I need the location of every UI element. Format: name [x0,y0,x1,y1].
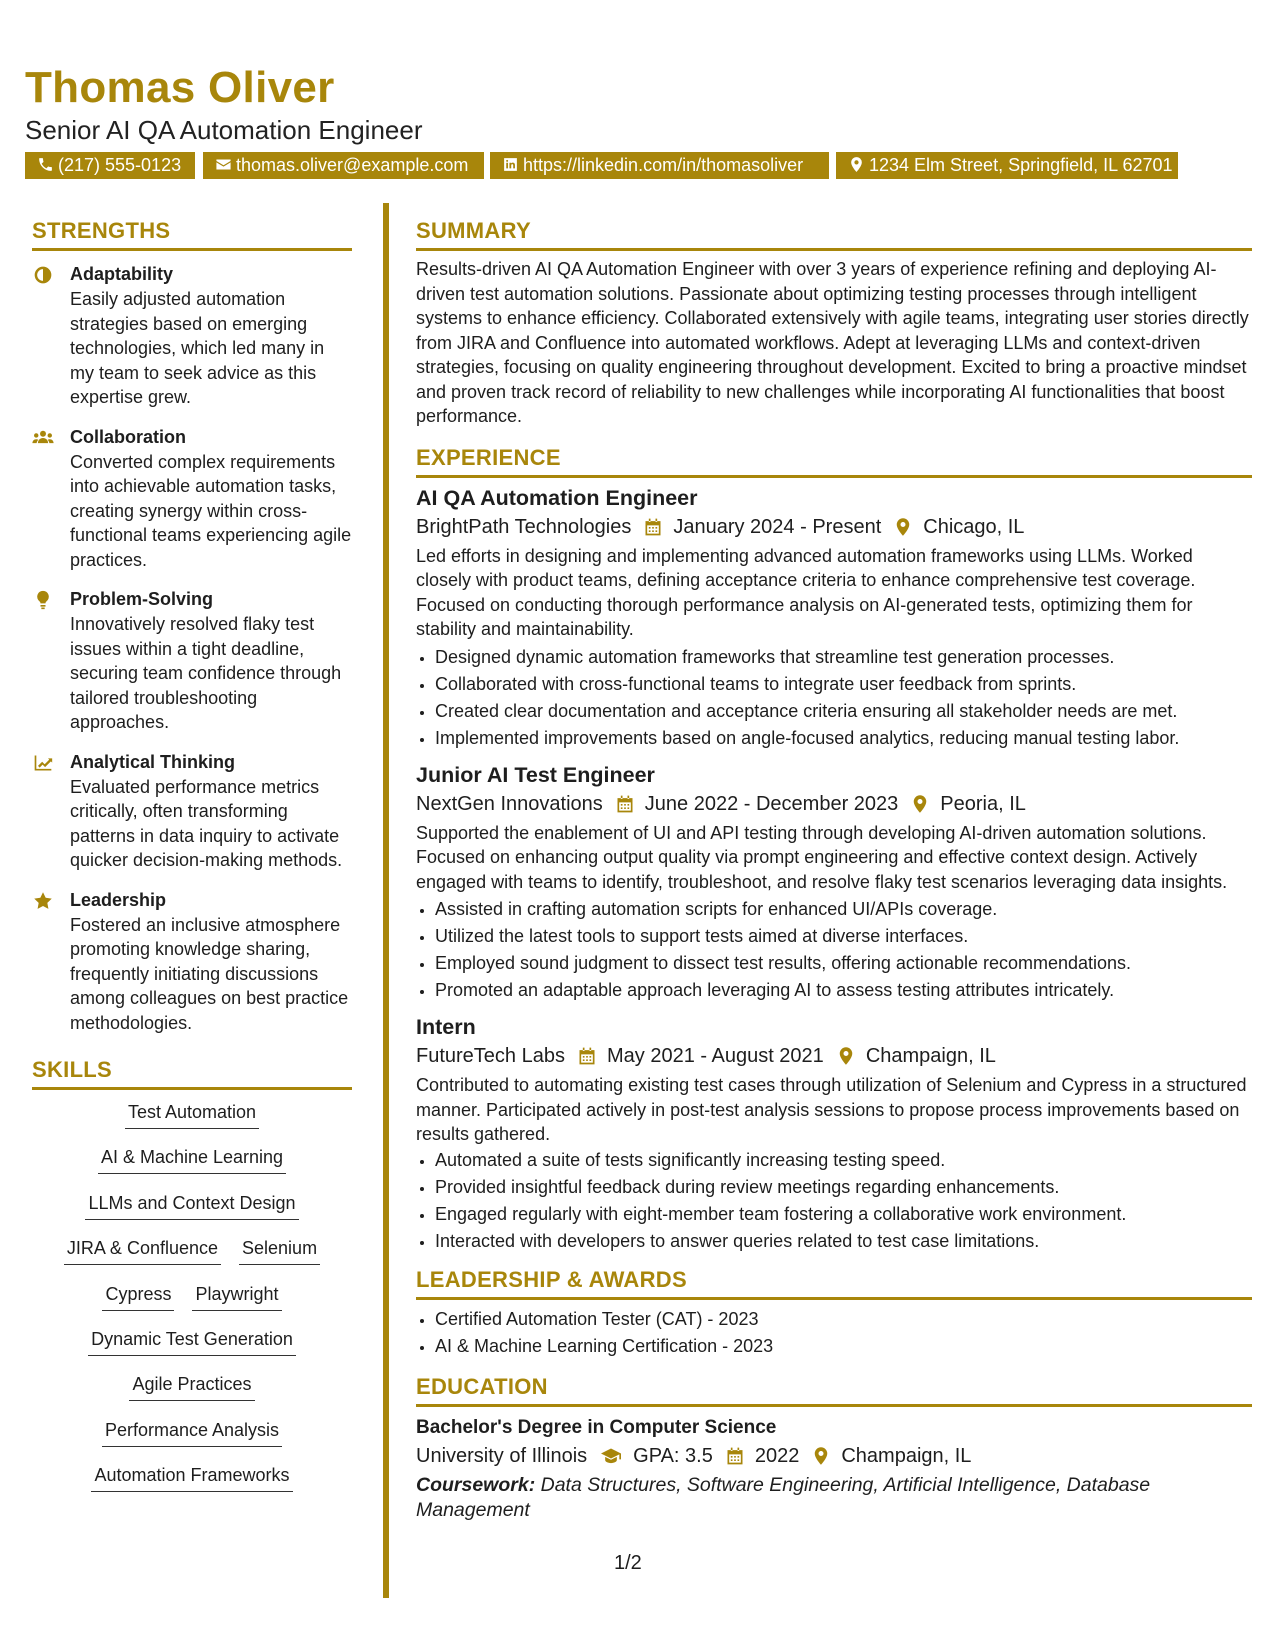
strengths-heading: STRENGTHS [32,218,171,243]
candidate-role: Senior AI QA Automation Engineer [25,115,423,145]
awards-list [416,1306,1252,1360]
summary-text: Results-driven AI QA Automation Engineer with over 3 years of experience refining and deploying AI-driven test automation solutions. Passionate about optimizing testing processes through intelligent systems to enhance efficiency. Collaborated extensively with agile teams, integrating user stories directly from JIRA and Confluence into automated workflows. Adept at leveraging LLMs and context-driven strategies, focusing on quality engineering throughout development. Excited to bring a proactive mindset and proven track record of reliability to new challenges while incorporating AI functionalities that boost performance. [416,259,1249,426]
job-title: Junior AI Test Engineer [416,762,655,787]
left-column [32,218,352,1509]
job-meta [416,1041,1252,1071]
job-description: Supported the enablement of UI and API testing through developing AI-driven automation solutions. Focused on enhancing output quality via prompt engineering and effective context design. Actively engaged with teams to identify, troubleshoot, and resolve flaky test scenarios leveraging data insights. [416,822,1228,892]
job-location: Peoria, IL [940,792,1026,815]
contact-linkedin[interactable] [490,152,829,179]
strength-title: Collaboration [70,426,186,447]
star-icon [32,891,54,911]
strength-desc: Easily adjusted automation strategies based on emerging technologies, which led many in my team to seek advice as this expertise grew. [70,289,325,407]
column-divider [383,203,389,1598]
list-item: • Automated a suite of tests significantly increasing testing speed. [435,1147,1252,1174]
section-rule [32,1087,352,1090]
job-bullets [416,644,1252,752]
list-item: • AI & Machine Learning Certification - 2023 [435,1333,1252,1360]
lightbulb-icon [32,590,54,610]
list-item: • Promoted an adaptable approach leveraging AI to assess testing attributes intricately. [435,977,1252,1004]
strength-desc: Evaluated performance metrics critically, often transforming patterns in data inquiry to activate quicker decision-making methods. [70,776,343,870]
strength-desc: Innovatively resolved flaky test issues within a tight deadline, securing team confidence through tailored troubleshooting approaches. [70,614,342,732]
awards-heading: LEADERSHIP & AWARDS [416,1266,687,1292]
experience-heading: EXPERIENCE [416,444,561,470]
job-title: AI QA Automation Engineer [416,485,698,510]
list-item: • Provided insightful feedback during review meetings regarding enhancements. [435,1174,1252,1201]
skill-tag: Test Automation [125,1100,259,1129]
strength-title: Problem-Solving [70,589,214,609]
list-item: • Employed sound judgment to dissect test results, offering actionable recommendations. [435,950,1252,977]
strength-desc: Fostered an inclusive atmosphere promoting knowledge sharing, frequently initiating discussions among colleagues on best practice methodologies. [70,914,349,1033]
strength-title: Adaptability [70,264,174,284]
map-pin-icon [811,1446,831,1466]
map-pin-icon [848,156,865,173]
job-bullets [416,1147,1252,1255]
calendar-icon [643,517,663,537]
phone-text: (217) 555-0123 [58,155,182,175]
address-text: 1234 Elm Street, Springfield, IL 62701 [869,155,1173,175]
calendar-icon [615,794,635,814]
users-icon [32,428,54,448]
section-rule [416,475,1252,478]
graduation-year: 2022 [754,1444,800,1467]
strength-item [32,887,352,1036]
right-column [416,218,1252,1523]
education-meta [416,1441,1252,1471]
job-description: Led efforts in designing and implementing advanced automation frameworks using LLMs. Worked closely with product teams, defining acceptance criteria to enhance comprehensive test coverage. Focused on conducting thorough performance analysis on AI-generated tests, optimizing them for stability and maintainability. [416,545,1196,639]
skill-tag: Performance Analysis [102,1418,282,1447]
job-dates: January 2024 - Present [673,515,882,538]
resume-header [25,62,1255,146]
strength-item [32,261,352,410]
map-pin-icon [836,1046,856,1066]
skill-tag: LLMs and Context Design [85,1191,298,1220]
job-bullets [416,896,1252,1004]
calendar-icon [725,1446,745,1466]
degree-title: Bachelor's Degree in Computer Science [416,1416,777,1438]
company-name: NextGen Innovations [416,792,603,815]
job-meta [416,789,1252,819]
skill-tag: AI & Machine Learning [98,1145,286,1174]
gpa: GPA: 3.5 [633,1444,713,1467]
job-entry [416,1013,1252,1255]
strength-item [32,749,352,873]
list-item: • Implemented improvements based on angle-focused analytics, reducing manual testing labor. [435,725,1252,752]
map-pin-icon [910,794,930,814]
strength-title: Analytical Thinking [70,751,236,772]
list-item: • Certified Automation Tester (CAT) - 2023 [435,1306,1252,1333]
summary-heading: SUMMARY [416,218,531,243]
phone-icon [37,156,54,173]
half-circle-icon [32,265,54,285]
linkedin-text: https://linkedin.com/in/thomasoliver [523,155,804,175]
contact-email[interactable] [203,152,484,179]
section-rule [416,248,1252,251]
job-location: Chicago, IL [923,515,1025,538]
skill-tag: Cypress [102,1282,174,1311]
linkedin-icon [502,156,519,173]
email-text: thomas.oliver@example.com [236,155,469,175]
skill-tag: JIRA & Confluence [64,1236,221,1265]
list-item: • Assisted in crafting automation scripts for enhanced UI/APIs coverage. [435,896,1252,923]
graduation-cap-icon [599,1446,623,1466]
skill-tag: Playwright [192,1282,281,1311]
contact-phone[interactable] [25,152,195,179]
skill-tag: Agile Practices [129,1372,254,1401]
strength-desc: Converted complex requirements into achievable automation tasks, creating synergy within cross-functional teams experiencing agile practices. [70,451,352,570]
school-name: University of Illinois [416,1444,588,1467]
skill-tag: Dynamic Test Generation [88,1327,296,1356]
company-name: FutureTech Labs [416,1045,565,1067]
section-rule [32,248,352,251]
candidate-name: Thomas Oliver [25,63,335,112]
page-number: 1/2 [614,1552,642,1574]
job-meta [416,512,1252,542]
map-pin-icon [893,517,913,537]
envelope-icon [215,156,232,173]
job-location: Champaign, IL [865,1045,996,1067]
job-dates: June 2022 - December 2023 [644,792,899,815]
section-rule [416,1297,1252,1300]
list-item: • Designed dynamic automation frameworks that streamline test generation processes. [435,644,1252,671]
skill-tag: Automation Frameworks [91,1463,292,1492]
job-description: Contributed to automating existing test cases through utilization of Selenium and Cypress in a structured manner. Participated actively in post-test analysis sessions to propose process improvements based on results gathered. [416,1075,1247,1144]
job-title: Intern [416,1015,476,1039]
education-heading: EDUCATION [416,1373,548,1399]
coursework-list: Data Structures, Software Engineering, Artificial Intelligence, Database Management [416,1473,1151,1521]
list-item: • Created clear documentation and acceptance criteria ensuring all stakeholder needs are met. [435,698,1252,725]
section-rule [416,1404,1252,1407]
list-item: • Engaged regularly with eight-member team fostering a collaborative work environment. [435,1201,1252,1228]
job-dates: May 2021 - August 2021 [606,1045,824,1067]
job-entry [416,761,1252,1005]
strength-title: Leadership [70,889,167,910]
contact-address[interactable] [836,152,1178,179]
school-location: Champaign, IL [841,1444,972,1467]
strength-item [32,424,352,573]
skills-list [32,1100,352,1509]
line-chart-icon [32,753,54,773]
coursework-label: Coursework: [416,1473,536,1496]
job-entry [416,484,1252,752]
coursework [416,1473,1252,1523]
list-item: • Collaborated with cross-functional teams to integrate user feedback from sprints. [435,671,1252,698]
strength-item [32,586,352,735]
company-name: BrightPath Technologies [416,515,632,538]
calendar-icon [577,1046,597,1066]
list-item: • Utilized the latest tools to support tests aimed at diverse interfaces. [435,923,1252,950]
list-item: • Interacted with developers to answer queries related to test case limitations. [435,1228,1252,1255]
skill-tag: Selenium [239,1236,320,1265]
skills-heading: SKILLS [32,1057,113,1082]
